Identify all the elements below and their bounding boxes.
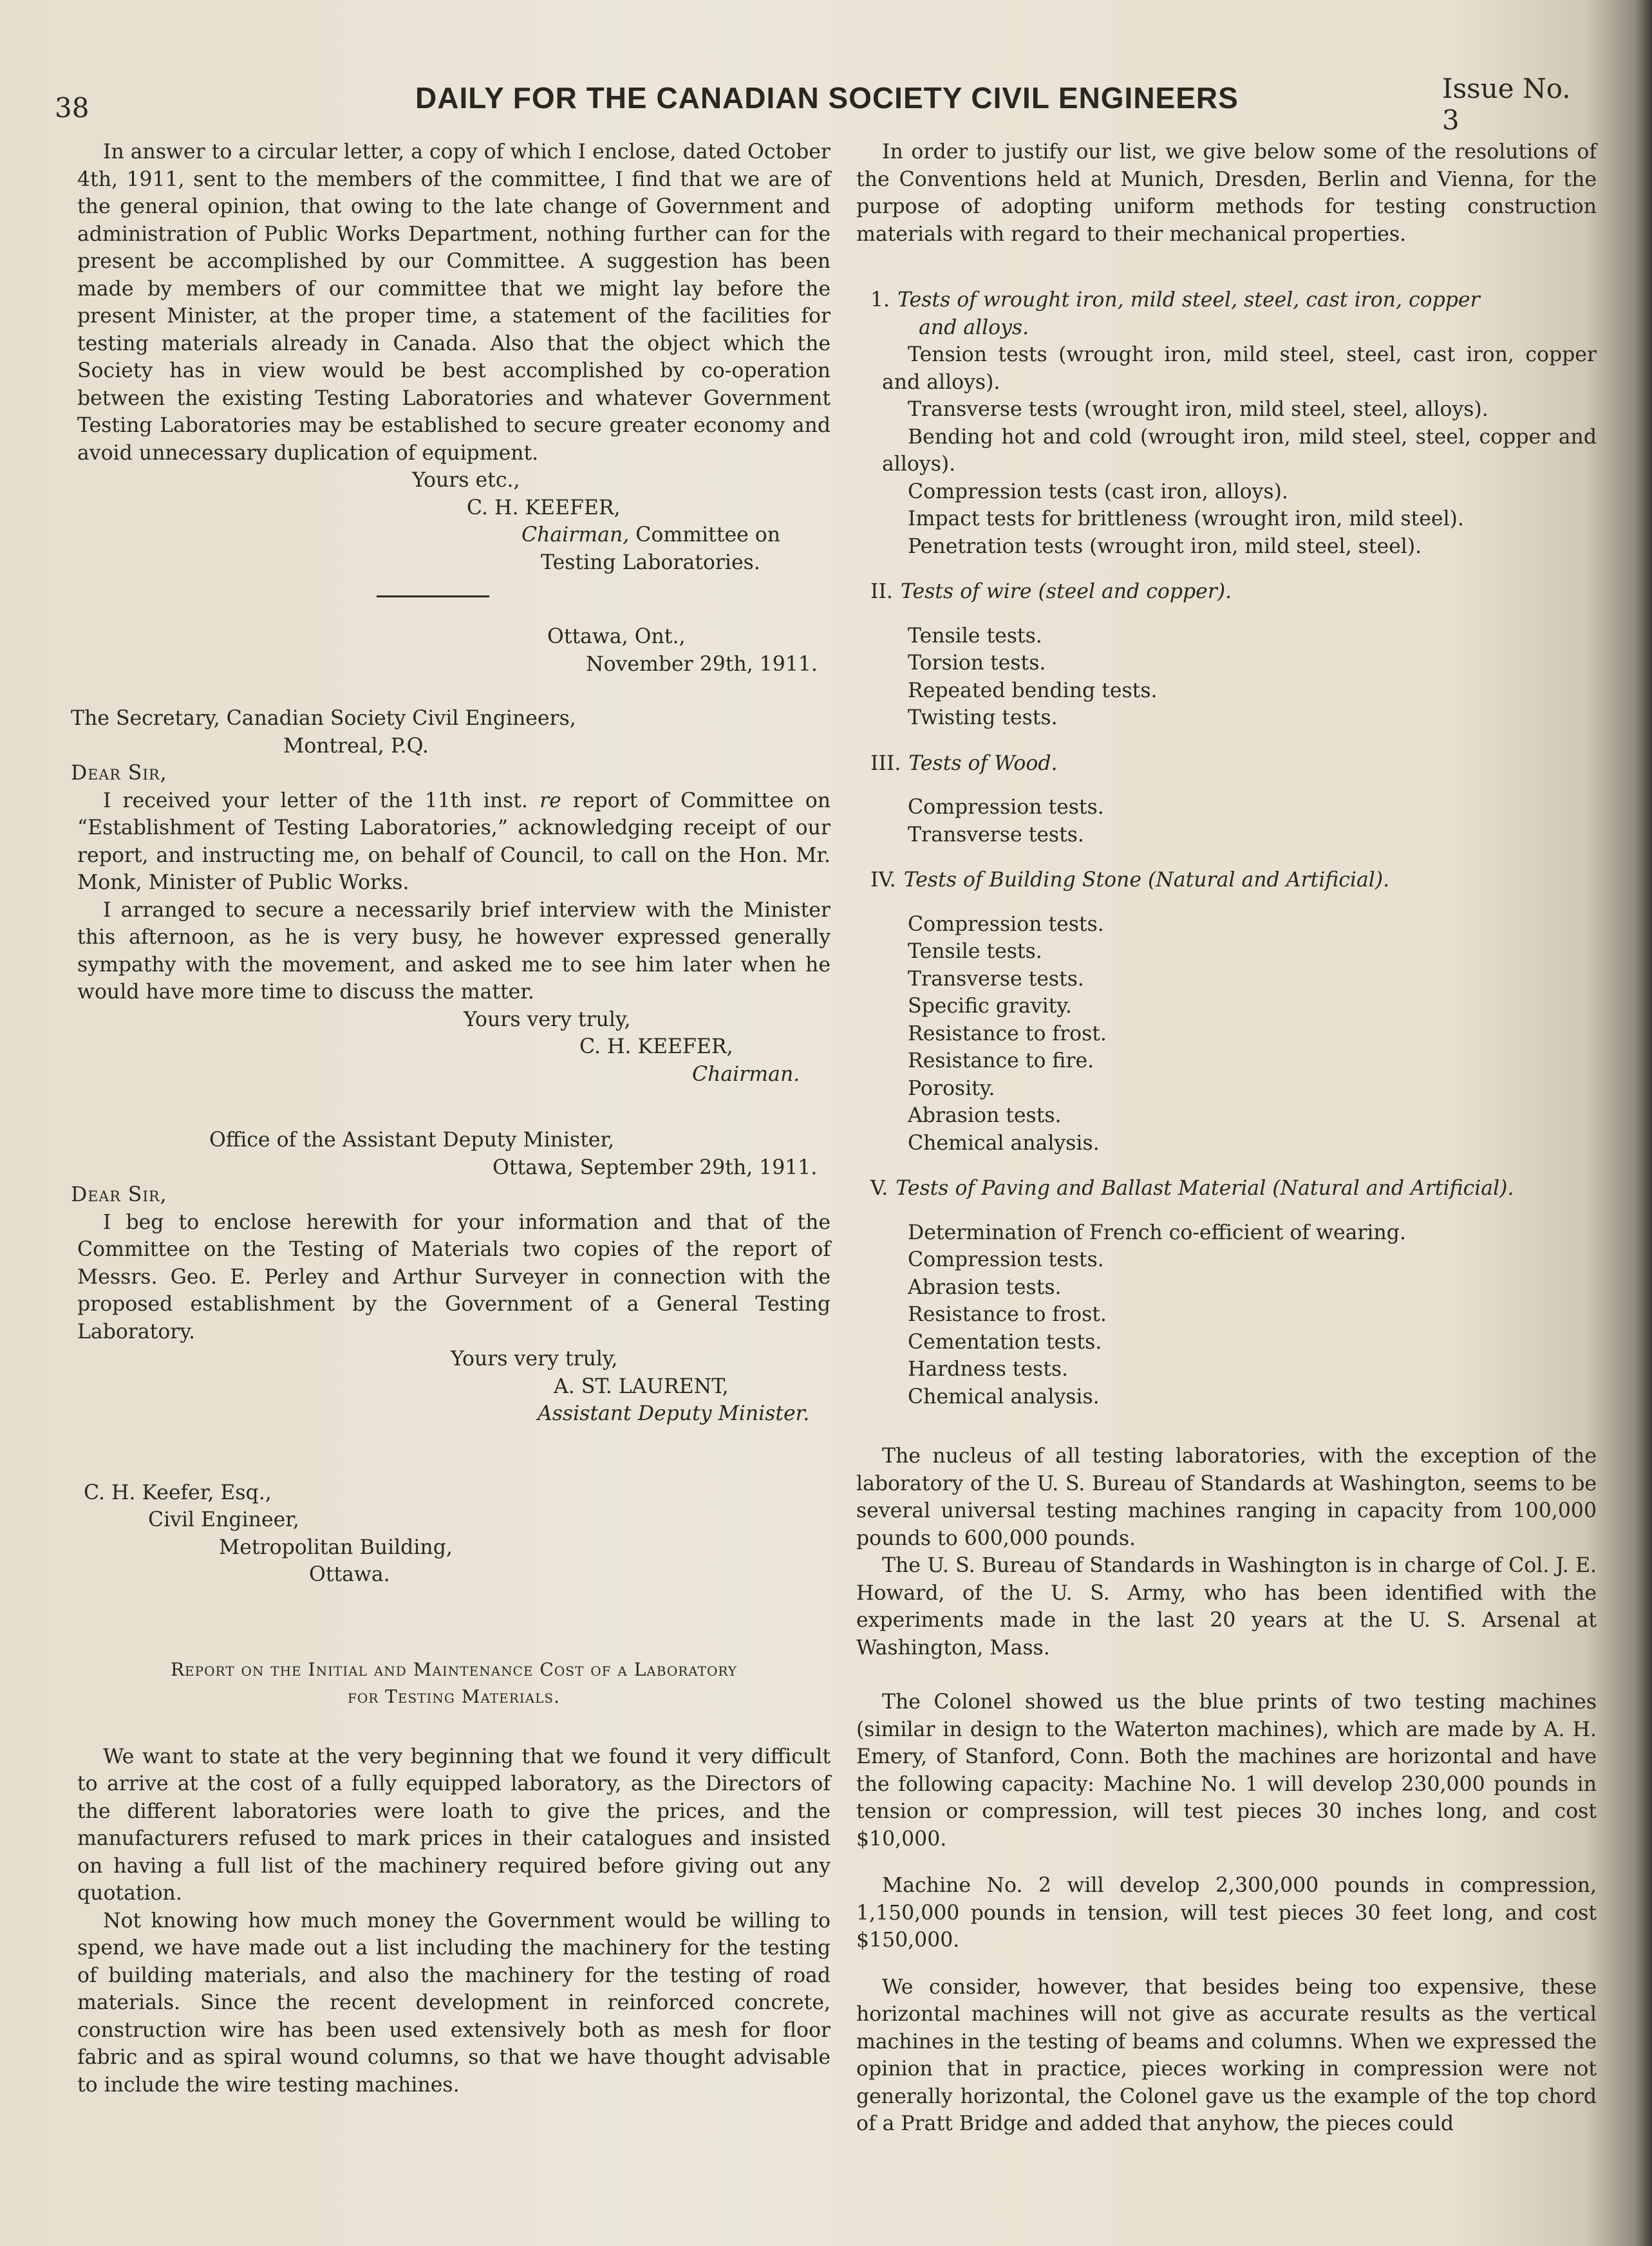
addressee-city: Montreal, P.Q. [283,734,429,758]
report-heading-line-1: Report on the Initial and Maintenance Cost of a Laboratory [170,1658,738,1680]
letter-2 [71,623,831,1088]
list-item: Compression tests. [908,912,1104,936]
salutation: Dear Sir, [71,762,167,785]
list-item: Cementation tests. [908,1330,1102,1354]
section-title-cont: and alloys. [919,315,1029,339]
list-item: Transverse tests. [908,823,1084,847]
section-title: Tests of Paving and Ballast Material (Natural and Artificial). [896,1177,1514,1200]
list-item: Resistance to fire. [908,1049,1094,1072]
letter-2-paragraph-1 [77,787,831,897]
list-item: Porosity. [908,1076,995,1100]
left-column [71,138,831,2099]
section-number: V. [870,1177,888,1200]
report-body [77,1743,831,2099]
list-item: Bending hot and cold (wrought iron, mild steel, steel, copper and alloys). [882,425,1597,476]
signatory-name: A. ST. LAURENT, [554,1374,729,1398]
signatory-title [412,521,831,549]
list-item: Repeated bending tests. [908,678,1158,702]
letter-office: Office of the Assistant Deputy Minister, [209,1128,615,1152]
list-item: Hardness tests. [908,1358,1069,1381]
list-item: Compression tests (cast iron, alloys). [908,480,1288,503]
consider-paragraph: We consider, however, that besides being too expensive, these horizontal machines will not give as accurate results as the vertical machines in the testing of beams and columns. When we expressed the opinion that in practice, pieces working in compression were not generally horizontal, the Colonel gave us the example of the top chord of a Pratt Bridge and added that anyhow, the pieces could [856,1975,1597,2135]
address-line-3: Metropolitan Building, [219,1535,453,1559]
page-header [55,68,1587,136]
section-title: Tests of wrought iron, mild steel, steel, cast iron, copper [897,288,1480,312]
colonel-paragraph: The Colonel showed us the blue prints of two testing machines (similar in design to the Waterton machines), which are made by A. H. Emery, of Stanford, Conn. Both the machines are horizontal and have the following capacity: Machine No. 1 will develop 230,000 pounds in tension or compression, will test pieces 30 inches long, and cost $10,000. [856,1690,1597,1851]
address-line-1: C. H. Keefer, Esq., [84,1481,272,1504]
letter-date: November 29th, 1911. [586,652,818,676]
list-item: Resistance to frost. [908,1022,1107,1045]
title-rest: Committee on [629,523,781,547]
letter-date: Ottawa, September 29th, 1911. [493,1156,818,1179]
divider-rule [377,595,489,597]
letter-3 [71,1127,831,1589]
section-number: II. [870,580,893,603]
section-number: III. [870,751,901,775]
closing: Yours very truly, [464,1007,631,1031]
page-number: 38 [55,92,89,124]
section-heading [856,866,1597,894]
machine-2-paragraph: Machine No. 2 will develop 2,300,000 pounds in compression, 1,150,000 pounds in tension, will test pieces 30 feet long, and cost $150,000. [856,1874,1597,1952]
list-item: Determination of French co-efficient of wearing. [908,1221,1406,1244]
list-item: Resistance to frost. [908,1303,1107,1326]
report-heading-line-2: for Testing Materials. [347,1686,561,1707]
section-heading [856,1175,1597,1203]
closing: Yours very truly, [451,1347,618,1371]
issue-number: Issue No. 3 [1442,73,1571,136]
letter-place: Ottawa, Ont., [547,625,686,648]
bureau-paragraph: The U. S. Bureau of Standards in Washington is in charge of Col. J. E. Howard, of the U. S. Army, who has been identified with the experiments made in the last 20 years at the U. S. Arsenal at Washington, Mass. [856,1554,1597,1660]
list-item: Abrasion tests. [908,1275,1062,1299]
section-heading [856,286,1597,341]
test-section-3 [856,750,1597,849]
title-italic: Chairman, [521,523,630,547]
list-item: Transverse tests. [908,967,1084,991]
list-item: Tensile tests. [908,624,1042,648]
list-item: Chemical analysis. [908,1385,1100,1408]
nucleus-paragraph: The nucleus of all testing laboratories, with the exception of the laboratory of the U. S. Bureau of Standards at Washington, seems to be several universal testing machines ranging in capacity from 100,000 pounds to 600,000 pounds. [856,1445,1597,1550]
list-item: Transverse tests (wrought iron, mild steel, steel, alloys). [908,398,1488,421]
test-section-1 [856,286,1597,560]
signatory-title: Chairman. [692,1062,800,1086]
signature-block-1 [412,467,831,576]
list-item: Compression tests. [908,1248,1104,1271]
section-number: 1. [870,288,890,312]
list-item: Penetration tests (wrought iron, mild steel, steel). [908,534,1422,558]
list-item: Chemical analysis. [908,1131,1100,1155]
section-number: IV. [870,868,896,892]
signatory-name: C. H. KEEFER, [467,496,621,519]
signatory-name: C. H. KEEFER, [579,1035,733,1058]
text-italic: re [540,789,561,812]
text: report of Committee on “Establishment of Testing Laboratories,” acknowledging receipt of our report, and instructing me, on behalf of Council, to call on the Hon. Mr. Monk, Minister of Public Works. [77,789,831,894]
closing: Yours etc., [412,469,520,492]
journal-title: DAILY FOR THE CANADIAN SOCIETY CIVIL ENGINEERS [415,81,1239,115]
list-item: Specific gravity. [908,995,1072,1018]
report-heading [77,1656,831,1711]
list-item: Abrasion tests. [908,1104,1062,1127]
letter-2-paragraph-2: I arranged to secure a necessarily brief interview with the Minister this afternoon, as he is very busy, he however expressed generally sympathy with the movement, and asked me to see him later when he would have more time to discuss the matter. [77,898,831,1004]
signatory-title-2: Testing Laboratories. [541,550,760,574]
test-section-5 [856,1175,1597,1410]
section-heading [856,578,1597,606]
text: I received your letter of the 11th inst. [103,789,540,812]
list-item: Tensile tests. [908,940,1042,963]
right-column [856,138,1597,2138]
test-section-2 [856,578,1597,732]
salutation: Dear Sir, [71,1183,167,1206]
list-item: Impact tests for brittleness (wrought iron, mild steel). [908,507,1464,530]
section-title: Tests of Building Stone (Natural and Artificial). [903,868,1390,892]
signatory-title: Assistant Deputy Minister. [538,1402,810,1425]
section-title: Tests of Wood. [908,751,1058,775]
address-line-2: Civil Engineer, [148,1508,299,1531]
address-line-4: Ottawa. [309,1563,390,1586]
report-paragraph-2: Not knowing how much money the Government would be willing to spend, we have made out a list including the machinery for the testing of building materials, and also the machinery for the testing of road materials. Since the recent development in reinforced concrete, construction wire has been used extensively both as mesh for floor fabric and as spiral wound columns, so that we have thought advisable to include the wire testing machines. [77,1909,831,2097]
list-item: Tension tests (wrought iron, mild steel, steel, cast iron, copper and alloys). [882,343,1597,394]
list-item: Torsion tests. [908,651,1046,675]
circular-letter-paragraph: In answer to a circular letter, a copy of which I enclose, dated October 4th, 1911, sent to the members of the committee, I find that we are of the general opinion, that owing to the late change of Government and administration of Public Works Department, nothing further can for the present be accomplished by our Committee. A suggestion has been made by members of our committee that we might lay before the present Minister, at the proper time, a statement of the facilities for testing materials already in Canada. Also that the object which the Society has in view would be best accomplished by co-operation between the existing Testing Laboratories and whatever Government Testing Laboratories may be established to secure greater economy and avoid unnecessary duplication of equipment. [77,140,831,465]
section-title: Tests of wire (steel and copper). [900,580,1232,603]
list-item: Compression tests. [908,796,1104,819]
resolutions-intro: In order to justify our list, we give below some of the resolutions of the Conventions held at Munich, Dresden, Berlin and Vienna, for the purpose of adopting uniform methods for testing construction materials with regard to their mechanical properties. [856,140,1597,246]
letter-3-paragraph: I beg to enclose herewith for your information and that of the Committee on the Testing of Materials two copies of the report of Messrs. Geo. E. Perley and Arthur Surveyer in connection with the proposed establishment by the Government of a General Testing Laboratory. [77,1210,831,1343]
test-section-4 [856,866,1597,1157]
addressee: The Secretary, Canadian Society Civil Engineers, [71,707,576,730]
section-heading [856,750,1597,778]
list-item: Twisting tests. [908,706,1058,729]
report-paragraph-1: We want to state at the very beginning that we found it very difficult to arrive at the cost of a fully equipped laboratory, as the Directors of the different laboratories were loath to give the prices, and the manufacturers refused to mark prices in their catalogues and insisted on having a full list of the machinery required before giving out any quotation. [77,1745,831,1905]
